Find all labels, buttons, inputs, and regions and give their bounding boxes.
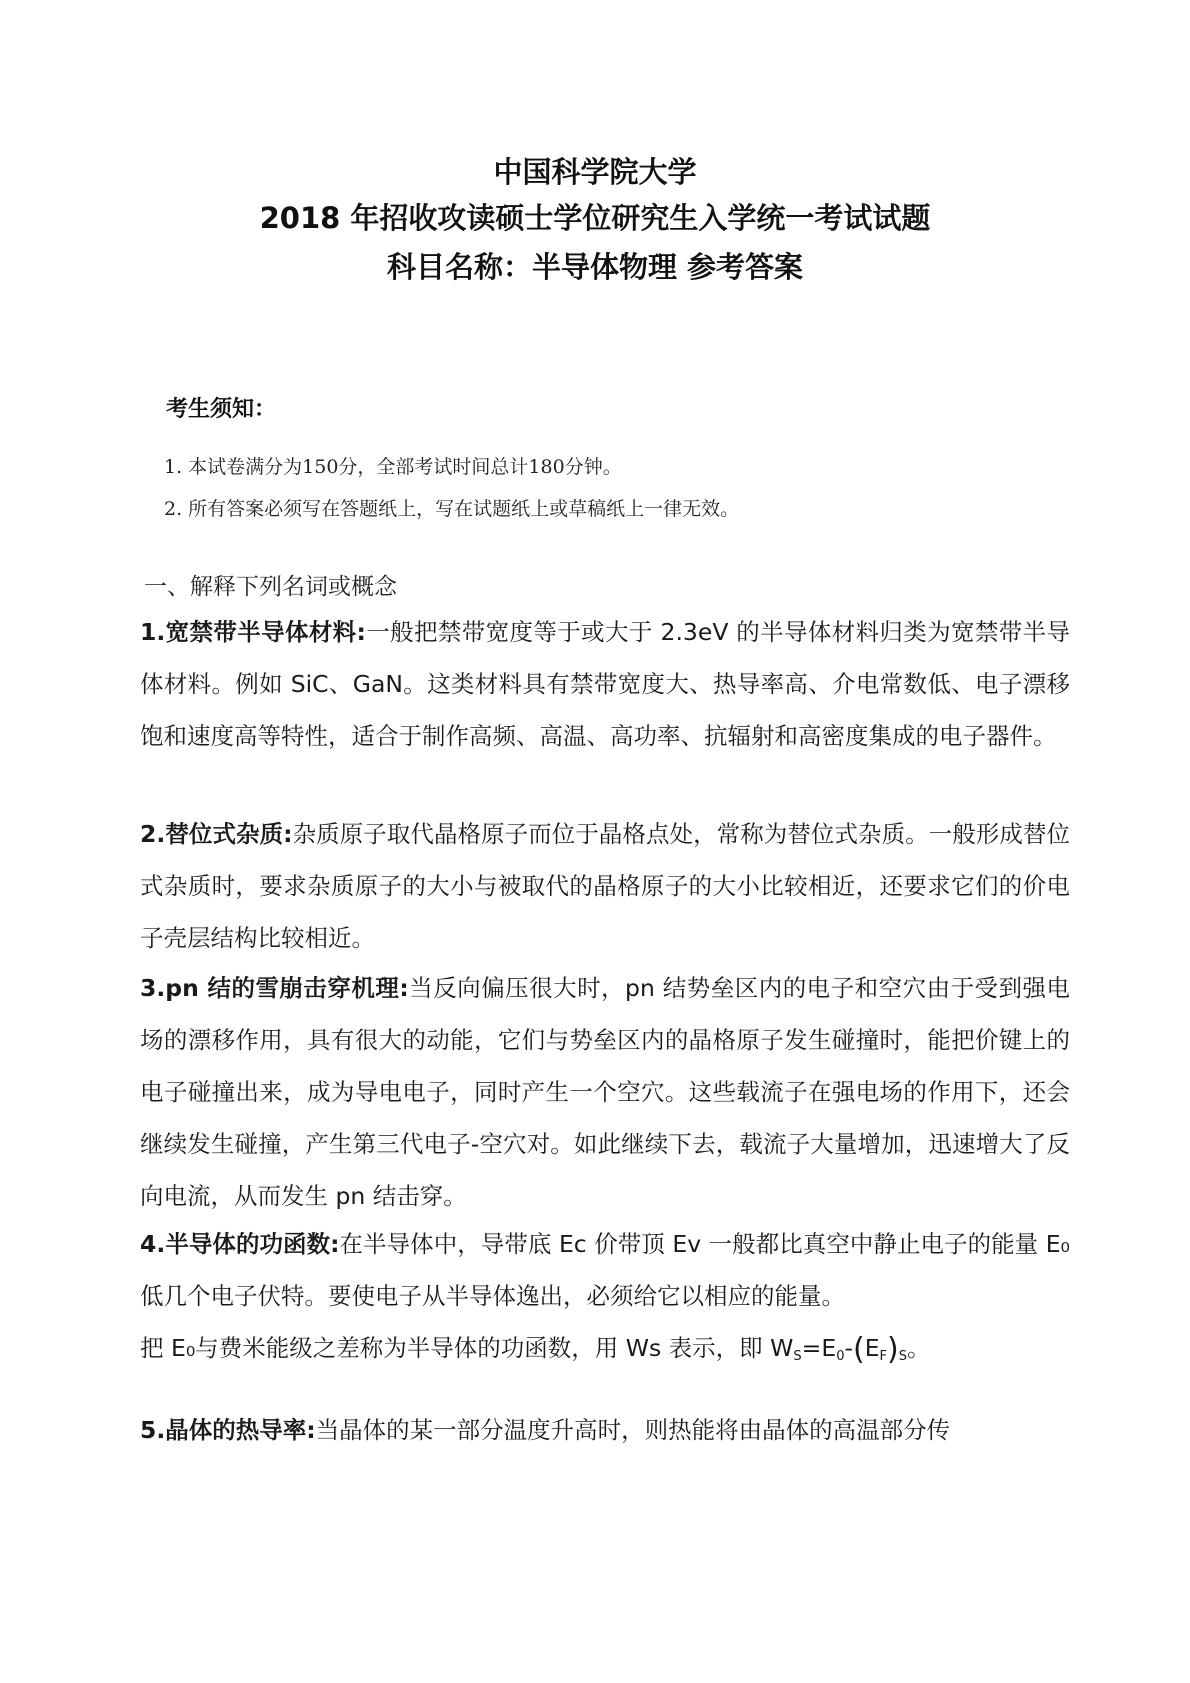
formula bbox=[770, 1332, 931, 1367]
entry-substitutional-impurity bbox=[140, 808, 1070, 964]
entry-wide-bandgap bbox=[140, 606, 1070, 762]
formula-ef: E bbox=[864, 1334, 880, 1362]
section-heading: 一、解释下列名词或概念 bbox=[144, 574, 397, 600]
entry-term: 1.宽禁带半导体材料: bbox=[140, 618, 366, 646]
entry-term: 5.晶体的热导率: bbox=[140, 1416, 316, 1444]
entry-avalanche-breakdown bbox=[140, 962, 1070, 1222]
formula-s-sub: S bbox=[898, 1349, 908, 1364]
work-function-formula-line bbox=[140, 1322, 1070, 1383]
exam-title: 2018 年招收攻读硕士学位研究生入学统一考试试题 bbox=[259, 201, 931, 235]
entry-text: 一般把禁带宽度等于或大于 2.3eV 的半导体材料归类为宽禁带半导体材料。例如 SiC、GaN。这类材料具有禁带宽度大、热导率高、介电常数低、电子漂移饱和速度高等特性，适合于制作高频、高温、高功率、抗辐射和高密度集成的电子器件。 bbox=[140, 618, 1070, 750]
formula-w-sub: S bbox=[793, 1349, 802, 1364]
subject-title: 科目名称：半导体物理 参考答案 bbox=[386, 250, 804, 284]
entry-text: 当晶体的某一部分温度升高时，则热能将由晶体的高温部分传 bbox=[315, 1416, 951, 1444]
notice-item: 1. 本试卷满分为150分，全部考试时间总计180分钟。 bbox=[164, 456, 622, 478]
entry-text: 当反向偏压很大时，pn 结势垒区内的电子和空穴由于受到强电场的漂移作用，具有很大的动能，它们与势垒区内的晶格原子发生碰撞时，能把价键上的电子碰撞出来，成为导电电子，同时产生一个空穴。这些载流子在强电场的作用下，还会继续发生碰撞，产生第三代电子-空穴对。如此继续下去，载流子大量增加，迅速增大了反向电流，从而发生 pn 结击穿。 bbox=[140, 974, 1070, 1210]
formula-open-paren: ( bbox=[852, 1332, 865, 1367]
entry-term: 3.pn 结的雪崩击穿机理: bbox=[140, 974, 409, 1002]
formula-lead: 把 E₀与费米能级之差称为半导体的功函数，用 Ws 表示，即 bbox=[140, 1334, 771, 1362]
formula-w: W bbox=[770, 1334, 794, 1362]
entry-term: 2.替位式杂质: bbox=[140, 820, 293, 848]
formula-ef-sub: F bbox=[879, 1349, 888, 1364]
formula-minus: - bbox=[844, 1334, 853, 1362]
formula-end: 。 bbox=[907, 1334, 931, 1362]
entry-thermal-conductivity bbox=[140, 1404, 1070, 1456]
entry-text: 在半导体中，导带底 Ec 价带顶 Ev 一般都比真空中静止电子的能量 E₀低几个电子伏特。要使电子从半导体逸出，必须给它以相应的能量。 bbox=[140, 1230, 1070, 1310]
entry-text: 杂质原子取代晶格原子而位于晶格点处，常称为替位式杂质。一般形成替位式杂质时，要求杂质原子的大小与被取代的晶格原子的大小比较相近，还要求它们的价电子壳层结构比较相近。 bbox=[140, 820, 1071, 952]
entry-term: 4.半导体的功函数: bbox=[140, 1230, 340, 1258]
formula-close-paren: ) bbox=[887, 1332, 899, 1367]
entry-work-function bbox=[140, 1218, 1070, 1383]
formula-e0-sub: 0 bbox=[836, 1349, 845, 1364]
notice-heading: 考生须知： bbox=[166, 397, 277, 422]
university-title: 中国科学院大学 bbox=[493, 155, 697, 189]
formula-eq: =E bbox=[801, 1334, 837, 1362]
notice-item: 2. 所有答案必须写在答题纸上，写在试题纸上或草稿纸上一律无效。 bbox=[164, 498, 740, 520]
